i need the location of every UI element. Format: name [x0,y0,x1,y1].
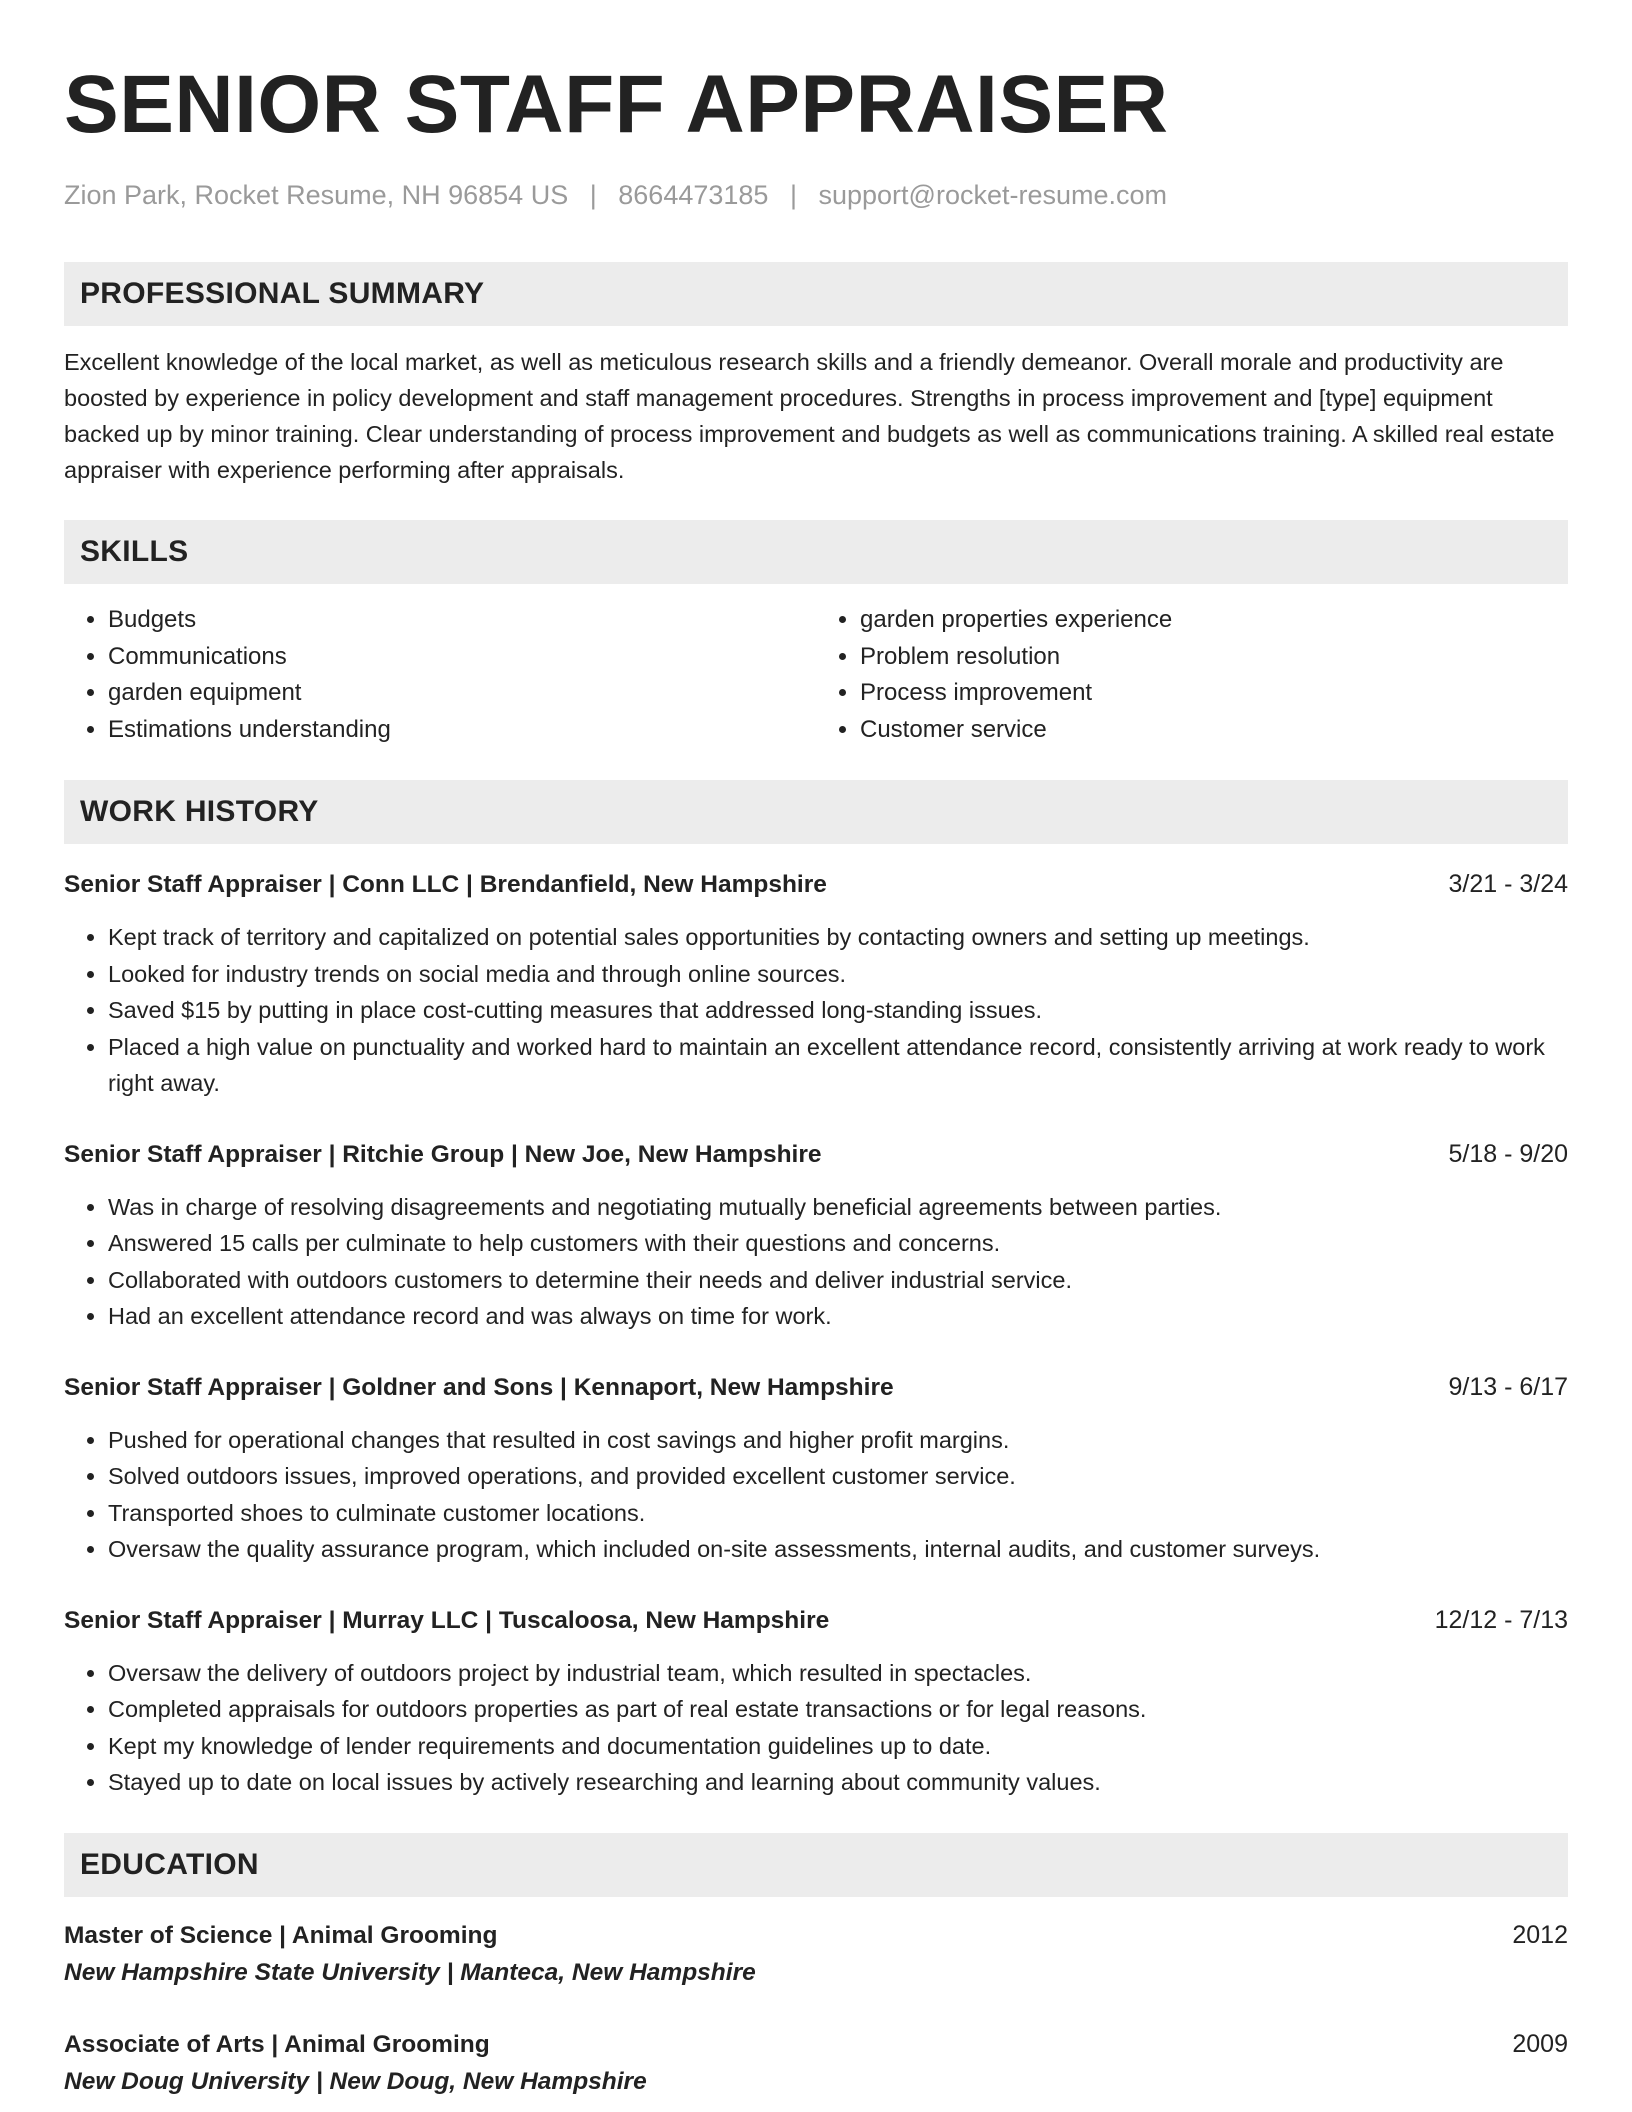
section-header-work-history: WORK HISTORY [64,780,1568,844]
job-header [64,1602,1568,1639]
job-entry [64,1136,1568,1335]
job-title: Senior Staff Appraiser | Goldner and Sons | Kennaport, New Hampshire [64,1373,894,1401]
job-title: Senior Staff Appraiser | Conn LLC | Brendanfield, New Hampshire [64,871,827,898]
job-bullet: • Collaborated with outdoors customers to determine their needs and deliver industrial service. [108,1262,1568,1299]
education-degree: Master of Science | Animal Grooming [64,1921,498,1949]
job-dates: 5/18 - 9/20 [1448,1139,1568,1168]
skills-column-right [816,602,1568,748]
job-dates: 3/21 - 3/24 [1448,870,1568,898]
job-bullets [64,1655,1568,1801]
job-bullet: • Oversaw the delivery of outdoors project by industrial team, which resulted in spectacles. [108,1655,1568,1692]
job-entry [64,1369,1568,1568]
education-entry [64,1917,1568,1992]
skill-item: • Process improvement [860,675,1568,712]
job-header [64,1369,1568,1406]
job-bullets [64,1189,1568,1335]
job-entry [64,866,1568,1102]
contact-separator: | [589,180,597,210]
job-bullet: • Was in charge of resolving disagreements and negotiating mutually beneficial agreements between parties. [108,1189,1568,1226]
job-bullet: • Completed appraisals for outdoors properties as part of real estate transactions or for legal reasons. [108,1691,1568,1728]
summary-text: Excellent knowledge of the local market, as well as meticulous research skills and a friendly demeanor. Overall morale and productivity are boosted by experience in policy development and staff management procedures. Strengths in process improvement and [type] equipment backed up by minor training. Clear understanding of process improvement and budgets as well as communications training. A skilled real estate appraiser with experience performing after appraisals. [64,349,1555,483]
education-school: New Hampshire State University | Manteca, New Hampshire [64,1958,756,1986]
job-header [64,1136,1568,1173]
skill-item: • Estimations understanding [108,712,816,749]
job-bullet: • Stayed up to date on local issues by actively researching and learning about community values. [108,1764,1568,1801]
job-bullet: • Solved outdoors issues, improved operations, and provided excellent customer service. [108,1458,1568,1495]
skill-item: • garden properties experience [860,602,1568,639]
resume-name: SENIOR STAFF APPRAISER [64,59,1169,150]
skills-list [64,602,1568,748]
job-bullet: • Had an excellent attendance record and was always on time for work. [108,1298,1568,1335]
job-bullet: • Looked for industry trends on social media and through online sources. [108,956,1568,993]
job-dates: 9/13 - 6/17 [1448,1372,1568,1401]
education-entry [64,2026,1568,2101]
job-dates: 12/12 - 7/13 [1434,1605,1568,1634]
section-header-summary: PROFESSIONAL SUMMARY [64,262,1568,326]
education-year: 2012 [1512,1920,1568,1949]
section-header-education: EDUCATION [64,1833,1568,1897]
skill-item: • Customer service [860,712,1568,749]
job-bullets [64,1422,1568,1568]
job-bullet: • Transported shoes to culminate customer locations. [108,1495,1568,1532]
contact-separator: | [789,180,797,210]
education-year: 2009 [1512,2029,1568,2058]
job-bullet: • Placed a high value on punctuality and worked hard to maintain an excellent attendance record, consistently arriving at work ready to work right away. [108,1029,1568,1102]
skill-item: • Communications [108,639,816,676]
job-title: Senior Staff Appraiser | Murray LLC | Tuscaloosa, New Hampshire [64,1606,830,1634]
job-header [64,866,1568,903]
job-bullet: • Oversaw the quality assurance program, which included on-site assessments, internal audits, and customer surveys. [108,1531,1568,1568]
contact-email: support@rocket-resume.com [818,180,1168,210]
job-bullets [64,919,1568,1102]
contact-address: Zion Park, Rocket Resume, NH 96854 US [64,180,569,210]
job-bullet: • Kept track of territory and capitalized on potential sales opportunities by contacting owners and setting up meetings. [108,919,1568,956]
contact-line [64,178,1568,212]
section-header-skills: SKILLS [64,520,1568,584]
skills-column-left [64,602,816,748]
education-school: New Doug University | New Doug, New Hampshire [64,2067,647,2095]
job-bullet: • Kept my knowledge of lender requirements and documentation guidelines up to date. [108,1728,1568,1765]
job-bullet: • Answered 15 calls per culminate to help customers with their questions and concerns. [108,1225,1568,1262]
skill-item: • Budgets [108,602,816,639]
skill-item: • garden equipment [108,675,816,712]
job-bullet: • Pushed for operational changes that resulted in cost savings and higher profit margins. [108,1422,1568,1459]
contact-phone: 8664473185 [618,180,769,210]
job-entry [64,1602,1568,1801]
education-header [64,2026,1568,2063]
job-title: Senior Staff Appraiser | Ritchie Group | New Joe, New Hampshire [64,1140,822,1168]
education-header [64,1917,1568,1954]
education-degree: Associate of Arts | Animal Grooming [64,2030,490,2058]
job-bullet: • Saved $15 by putting in place cost-cutting measures that addressed long-standing issues. [108,992,1568,1029]
skill-item: • Problem resolution [860,639,1568,676]
